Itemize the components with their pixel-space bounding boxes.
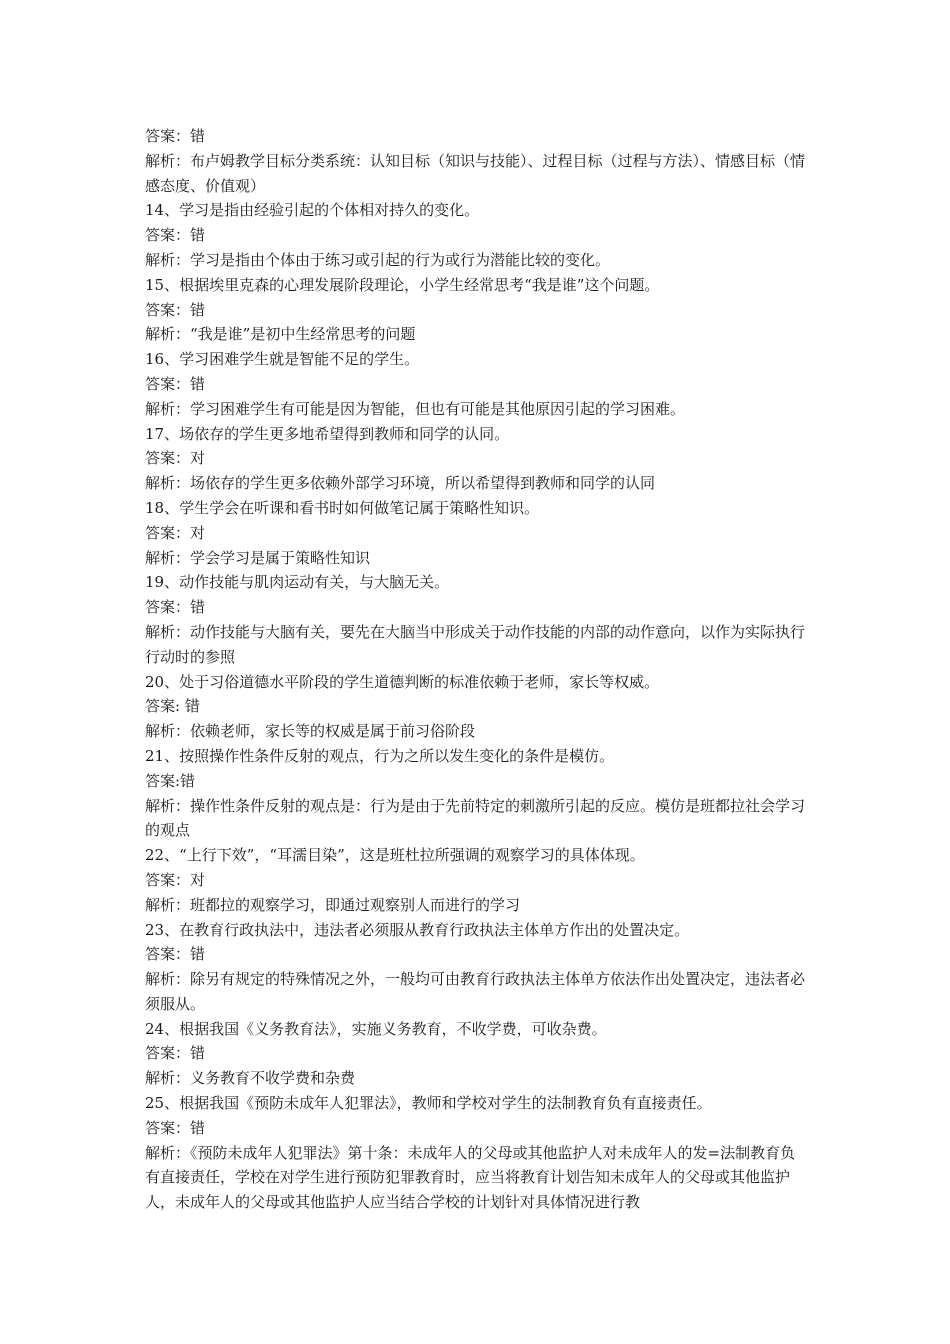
question-item: 23、在教育行政执法中，违法者必须服从教育行政执法主体单方作出的处置决定。 xyxy=(145,920,690,939)
question-item: 22、“上行下效”，“耳濡目染”，这是班杜拉所强调的观察学习的具体体现。 xyxy=(145,846,645,865)
explanation-line: 解析：学习是指由个体由于练习或引起的行为或行为潜能比较的变化。 xyxy=(145,250,611,269)
explanation-line: 解析：学习困难学生有可能是因为智能，但也有可能是其他原因引起的学习困难。 xyxy=(145,399,686,418)
answer-line: 答案：对 xyxy=(145,523,206,542)
document-page xyxy=(145,124,810,1215)
answer-line: 答案：错 xyxy=(145,300,206,319)
answer-line: 答案：对 xyxy=(145,870,206,889)
question-item: 20、处于习俗道德水平阶段的学生道德判断的标准依赖于老师，家长等权威。 xyxy=(145,672,660,691)
answer-line: 答案:错 xyxy=(145,771,196,790)
question-item: 18、学生学会在听课和看书时如何做笔记属于策略性知识。 xyxy=(145,498,540,517)
answer-line: 答案：错 xyxy=(145,1044,206,1063)
question-item: 25、根据我国《预防未成年人犯罪法》，教师和学校对学生的法制教育负有直接责任。 xyxy=(145,1094,712,1113)
explanation-line: 解析：依赖老师，家长等的权威是属于前习俗阶段 xyxy=(145,722,476,741)
explanation-line: 解析：布卢姆教学目标分类系统：认知目标（知识与技能）、过程目标（过程与方法）、情感目标（情感态度、价值观） xyxy=(145,151,806,195)
explanation-line: 解析：“我是谁”是初中生经常思考的问题 xyxy=(145,325,416,344)
explanation-line: 解析：操作性条件反射的观点是：行为是由于先前特定的刺激所引起的反应。模仿是班都拉社会学习的观点 xyxy=(145,796,806,840)
answer-line: 答案: 错 xyxy=(145,697,200,716)
explanation-line: 解析：学会学习是属于策略性知识 xyxy=(145,548,371,567)
question-item: 21、按照操作性条件反射的观点，行为之所以发生变化的条件是模仿。 xyxy=(145,746,615,765)
explanation-line: 解析：《预防未成年人犯罪法》第十条：未成年人的父母或其他监护人对未成年人的发=法制教育负有直接责任，学校在对学生进行预防犯罪教育时，应当将教育计划告知未成年人的父母或其他监护人，未成年人的父母或其他监护人应当结合学校的计划针对具体情况进行教 xyxy=(145,1143,796,1212)
explanation-line: 解析：班都拉的观察学习，即通过观察别人而进行的学习 xyxy=(145,895,521,914)
answer-line: 答案：错 xyxy=(145,226,206,245)
answer-line: 答案：错 xyxy=(145,127,206,145)
answer-line: 答案：错 xyxy=(145,598,206,617)
answer-line: 答案：错 xyxy=(145,1118,206,1137)
explanation-line: 解析：场依存的学生更多依赖外部学习环境，所以希望得到教师和同学的认同 xyxy=(145,474,656,493)
answer-line: 答案：错 xyxy=(145,945,206,964)
question-item: 24、根据我国《义务教育法》，实施义务教育，不收学费，可收杂费。 xyxy=(145,1019,607,1038)
question-item: 16、学习困难学生就是智能不足的学生。 xyxy=(145,350,420,369)
question-item: 15、根据埃里克森的心理发展阶段理论，小学生经常思考“我是谁”这个问题。 xyxy=(145,275,660,294)
question-item: 14、学习是指由经验引起的个体相对持久的变化。 xyxy=(145,201,480,220)
answer-line: 答案：错 xyxy=(145,374,206,393)
question-item: 17、场依存的学生更多地希望得到教师和同学的认同。 xyxy=(145,424,510,443)
explanation-line: 解析：义务教育不收学费和杂费 xyxy=(145,1069,356,1088)
question-item: 19、动作技能与肌肉运动有关，与大脑无关。 xyxy=(145,573,450,592)
answer-line: 答案：对 xyxy=(145,449,206,468)
explanation-line: 解析：动作技能与大脑有关，要先在大脑当中形成关于动作技能的内部的动作意向，以作为实际执行行动时的参照 xyxy=(145,622,806,666)
explanation-line: 解析：除另有规定的特殊情况之外，一般均可由教育行政执法主体单方依法作出处置决定，违法者必须服从。 xyxy=(145,970,806,1013)
